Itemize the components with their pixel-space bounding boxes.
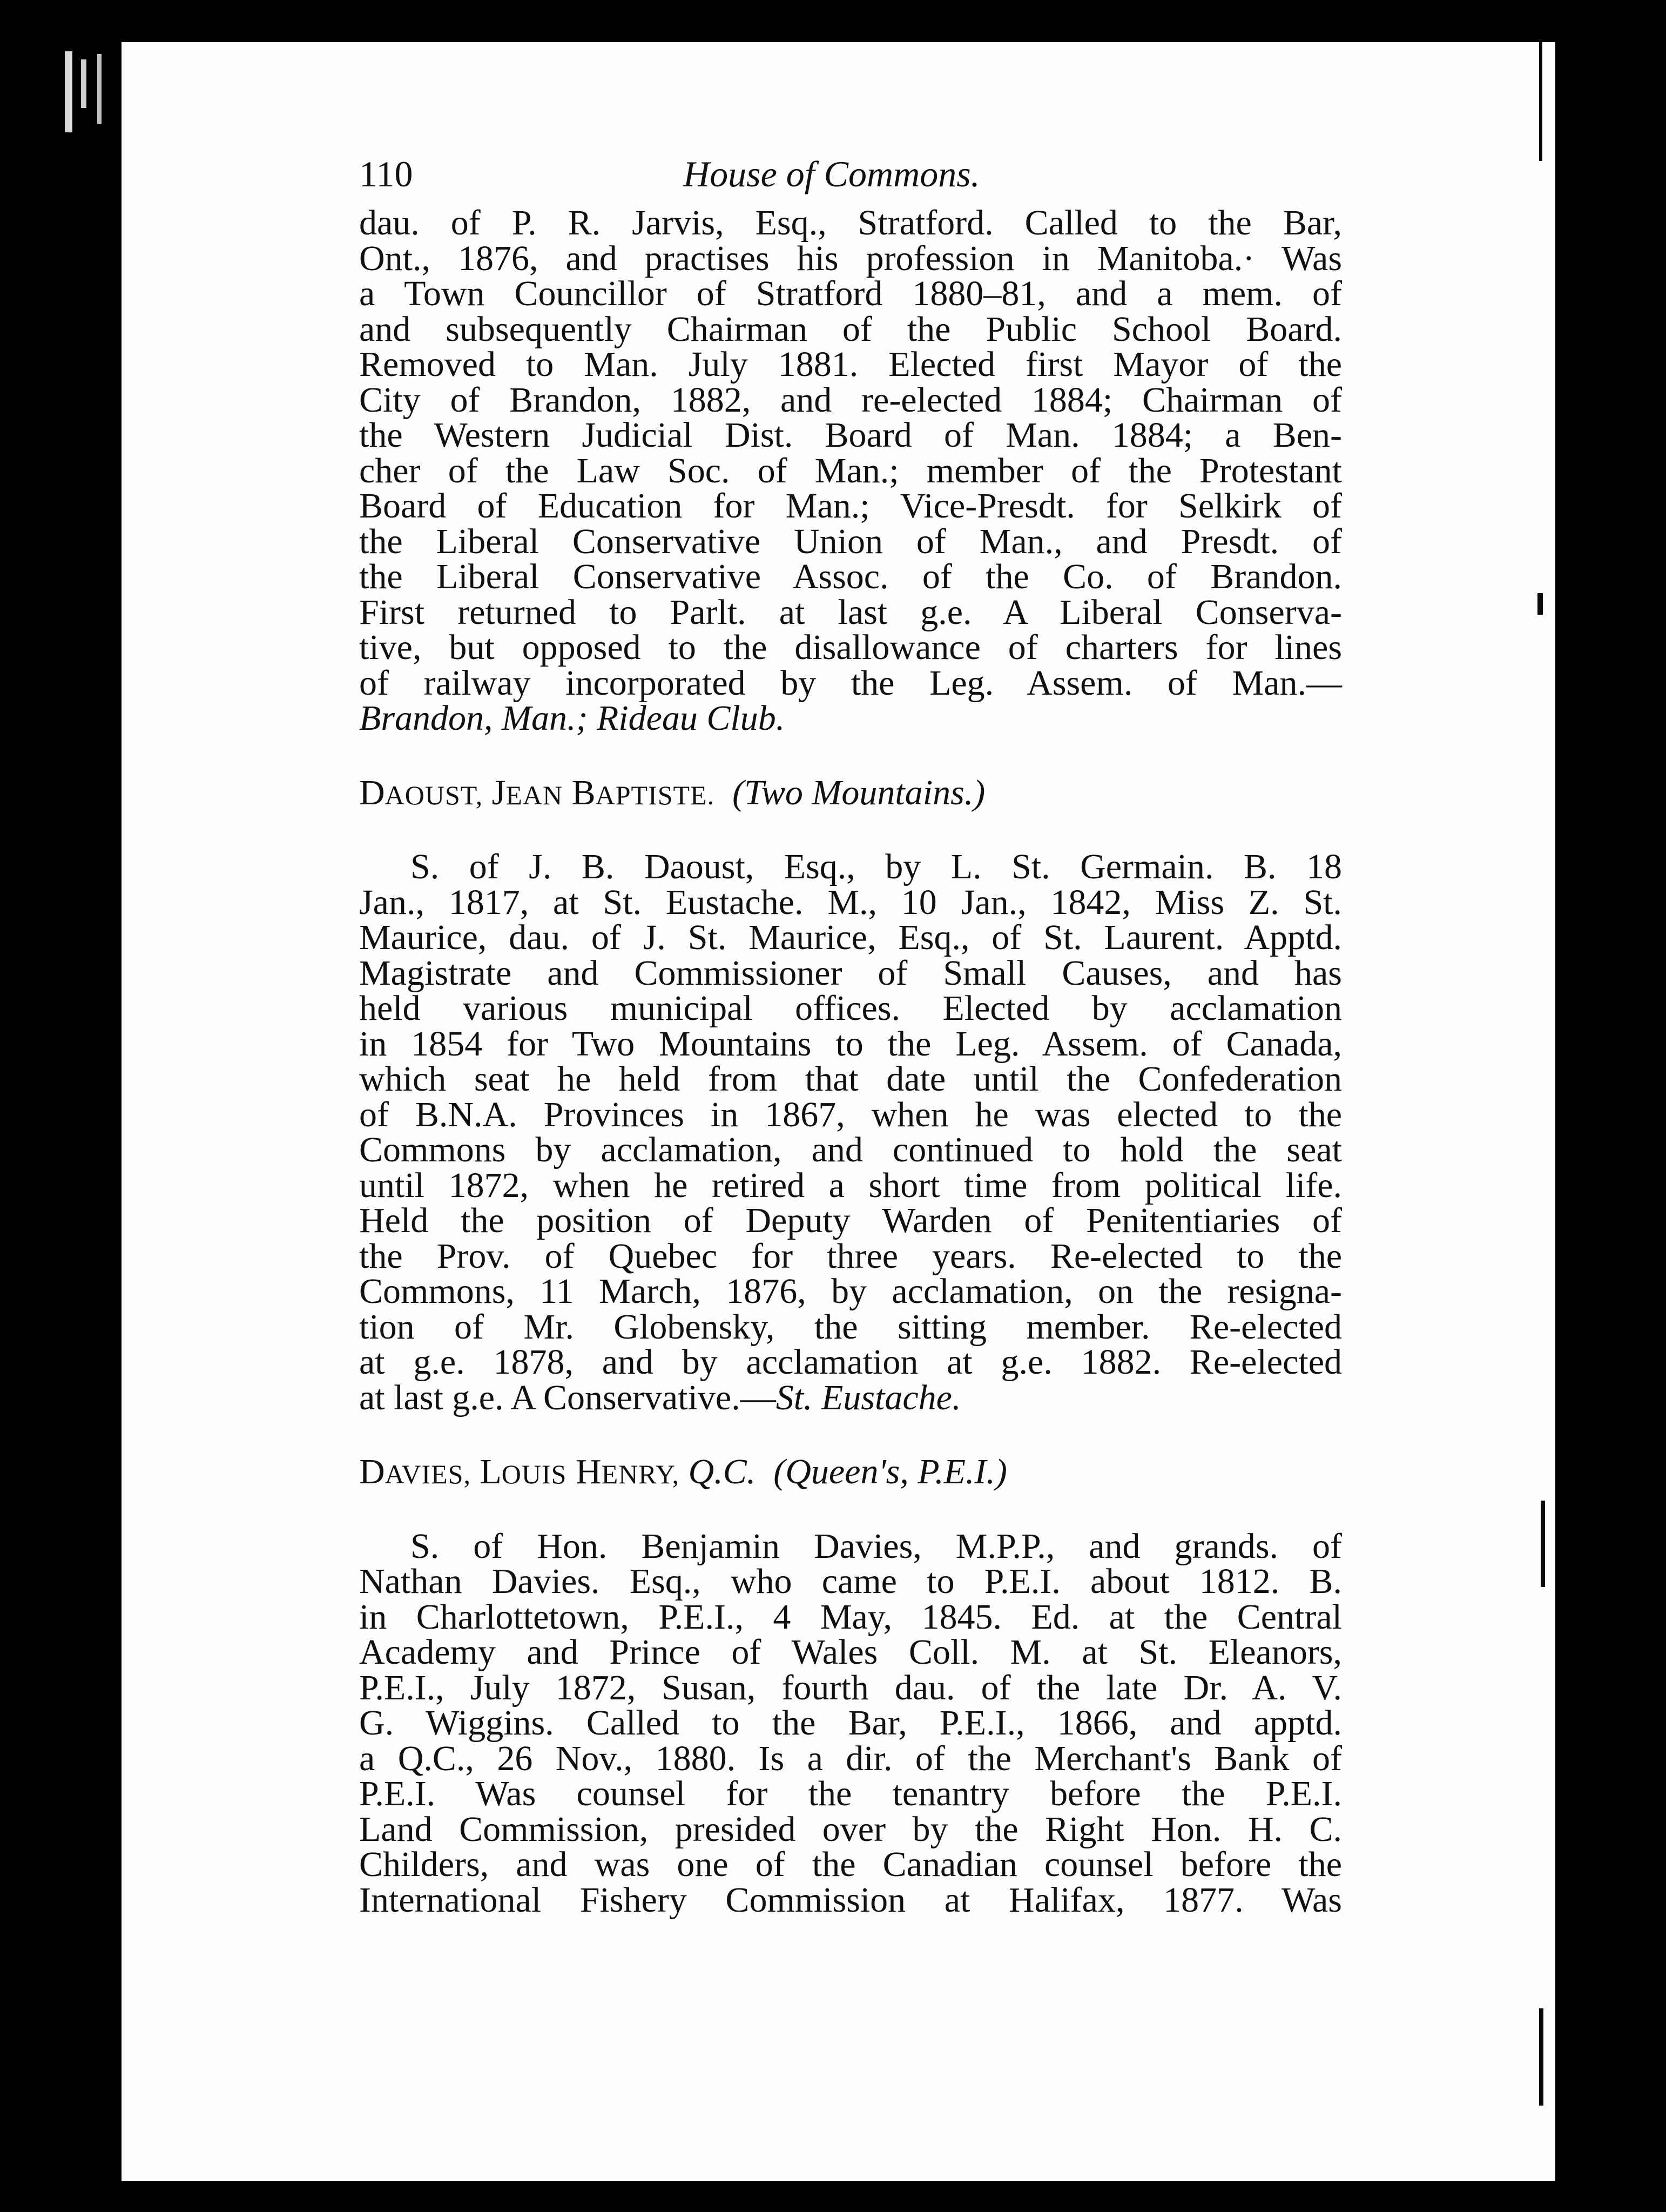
surname-rest: AOUST,	[385, 779, 483, 810]
given-initial: H	[575, 1452, 602, 1491]
text-line	[359, 1377, 1342, 1417]
text-line: held various municipal offices. Elected by acclamation	[359, 989, 1342, 1028]
text-line: a Q.C., 26 Nov., 1880. Is a dir. of the Merchant's Bank of	[359, 1738, 1342, 1778]
running-title: House of Commons.	[683, 153, 980, 194]
running-head	[359, 153, 1342, 205]
page-edge-mark	[1541, 1501, 1545, 1587]
surname-rest: AVIES,	[385, 1459, 471, 1489]
text-line: the Prov. of Quebec for three years. Re-elected to the	[359, 1236, 1342, 1276]
text-line: City of Brandon, 1882, and re-elected 1884; Chairman of	[359, 380, 1342, 420]
page-content	[359, 153, 1342, 1920]
binding-edge-mark	[65, 51, 72, 132]
text-line: Childers, and was one of the Canadian counsel before the	[359, 1845, 1342, 1884]
address-line: Brandon, Man.; Rideau Club.	[359, 698, 785, 738]
text-line: S. of Hon. Benjamin Davies, M.P.P., and grands. of	[410, 1526, 1342, 1566]
text-line: of B.N.A. Provinces in 1867, when he was elected to the	[359, 1094, 1342, 1134]
text-line: Removed to Man. July 1881. Elected first Mayor of the	[359, 345, 1342, 384]
text-line: and subsequently Chairman of the Public School Board.	[359, 309, 1342, 349]
binding-edge-mark	[81, 59, 86, 108]
text-line: S. of J. B. Daoust, Esq., by L. St. Germain. B. 18	[410, 847, 1342, 886]
text-line: G. Wiggins. Called to the Bar, P.E.I., 1866, and apptd.	[359, 1703, 1342, 1743]
constituency: (Queen's, P.E.I.)	[773, 1452, 1007, 1491]
given-rest: OUIS	[501, 1459, 567, 1489]
text-line: the Liberal Conservative Union of Man., and Presdt. of	[359, 521, 1342, 561]
entry-body-daoust	[359, 849, 1342, 1415]
text-line: at g.e. 1878, and by acclamation at g.e. 1882. Re-elected	[359, 1342, 1342, 1382]
binding-edge-mark	[97, 54, 102, 124]
text-line: cher of the Law Soc. of Man.; member of the Protestant	[359, 451, 1342, 490]
given-initial: J	[491, 772, 506, 812]
text-line: Held the position of Deputy Warden of Penitentiaries of	[359, 1201, 1342, 1240]
title-suffix: Q.C.	[688, 1452, 756, 1491]
text-line: International Fishery Commission at Halifax, 1877. Was	[359, 1880, 1342, 1920]
given-initial: B	[571, 772, 596, 812]
text-line: Maurice, dau. of J. St. Maurice, Esq., of St. Laurent. Apptd.	[359, 918, 1342, 957]
text-line: in 1854 for Two Mountains to the Leg. Assem. of Canada,	[359, 1024, 1342, 1064]
text-line: of railway incorporated by the Leg. Assem. of Man.—	[359, 663, 1342, 703]
text-line: P.E.I. Was counsel for the tenantry before the P.E.I.	[359, 1774, 1342, 1813]
entry-heading-davies	[359, 1454, 1342, 1490]
page-edge-mark	[1539, 42, 1542, 161]
text-line: dau. of P. R. Jarvis, Esq., Stratford. Called to the Bar,	[359, 203, 1342, 243]
text-line: Jan., 1817, at St. Eustache. M., 10 Jan., 1842, Miss Z. St.	[359, 882, 1342, 922]
text-line: Magistrate and Commissioner of Small Causes, and has	[359, 953, 1342, 993]
text-fragment: at last g.e. A Conservative.—	[359, 1377, 776, 1417]
text-line: Board of Education for Man.; Vice-Presdt. for Selkirk of	[359, 486, 1342, 526]
entry-body-davies	[359, 1526, 1342, 1920]
given-rest: APTISTE.	[595, 779, 715, 810]
page-edge-mark	[1539, 2008, 1543, 2106]
given-rest: ENRY,	[601, 1459, 680, 1489]
text-line: the Western Judicial Dist. Board of Man. 1884; a Ben-	[359, 415, 1342, 455]
text-line: Ont., 1876, and practises his profession in Manitoba.· Was	[359, 238, 1342, 278]
text-line: tion of Mr. Globensky, the sitting member. Re-elected	[359, 1307, 1342, 1347]
text-line: which seat he held from that date until the Confederation	[359, 1059, 1342, 1099]
given-initial: L	[480, 1452, 502, 1491]
text-line: Nathan Davies. Esq., who came to P.E.I. about 1812. B.	[359, 1562, 1342, 1601]
surname-initial: D	[359, 772, 385, 812]
given-rest: EAN	[505, 779, 563, 810]
address: St. Eustache.	[775, 1377, 961, 1417]
text-line: First returned to Parlt. at last g.e. A Liberal Conserva-	[359, 592, 1342, 632]
text-line: a Town Councillor of Stratford 1880–81, and a mem. of	[359, 274, 1342, 313]
constituency: (Two Mountains.)	[732, 772, 986, 812]
continued-entry	[359, 205, 1342, 736]
text-line: the Liberal Conservative Assoc. of the Co. of Brandon.	[359, 557, 1342, 596]
page-edge-mark	[1537, 593, 1543, 615]
text-line: in Charlottetown, P.E.I., 4 May, 1845. Ed. at the Central	[359, 1597, 1342, 1637]
surname-initial: D	[359, 1452, 385, 1491]
text-line: Land Commission, presided over by the Right Hon. H. C.	[359, 1809, 1342, 1849]
text-line: Commons, 11 March, 1876, by acclamation, on the resigna-	[359, 1272, 1342, 1311]
text-line: Commons by acclamation, and continued to hold the seat	[359, 1130, 1342, 1169]
text-line: tive, but opposed to the disallowance of charters for lines	[359, 628, 1342, 667]
page-number: 110	[359, 153, 413, 194]
text-line: P.E.I., July 1872, Susan, fourth dau. of the late Dr. A. V.	[359, 1668, 1342, 1707]
entry-heading-daoust	[359, 772, 1342, 812]
text-line: until 1872, when he retired a short time from political life.	[359, 1165, 1342, 1205]
text-line: Academy and Prince of Wales Coll. M. at St. Eleanors,	[359, 1632, 1342, 1672]
